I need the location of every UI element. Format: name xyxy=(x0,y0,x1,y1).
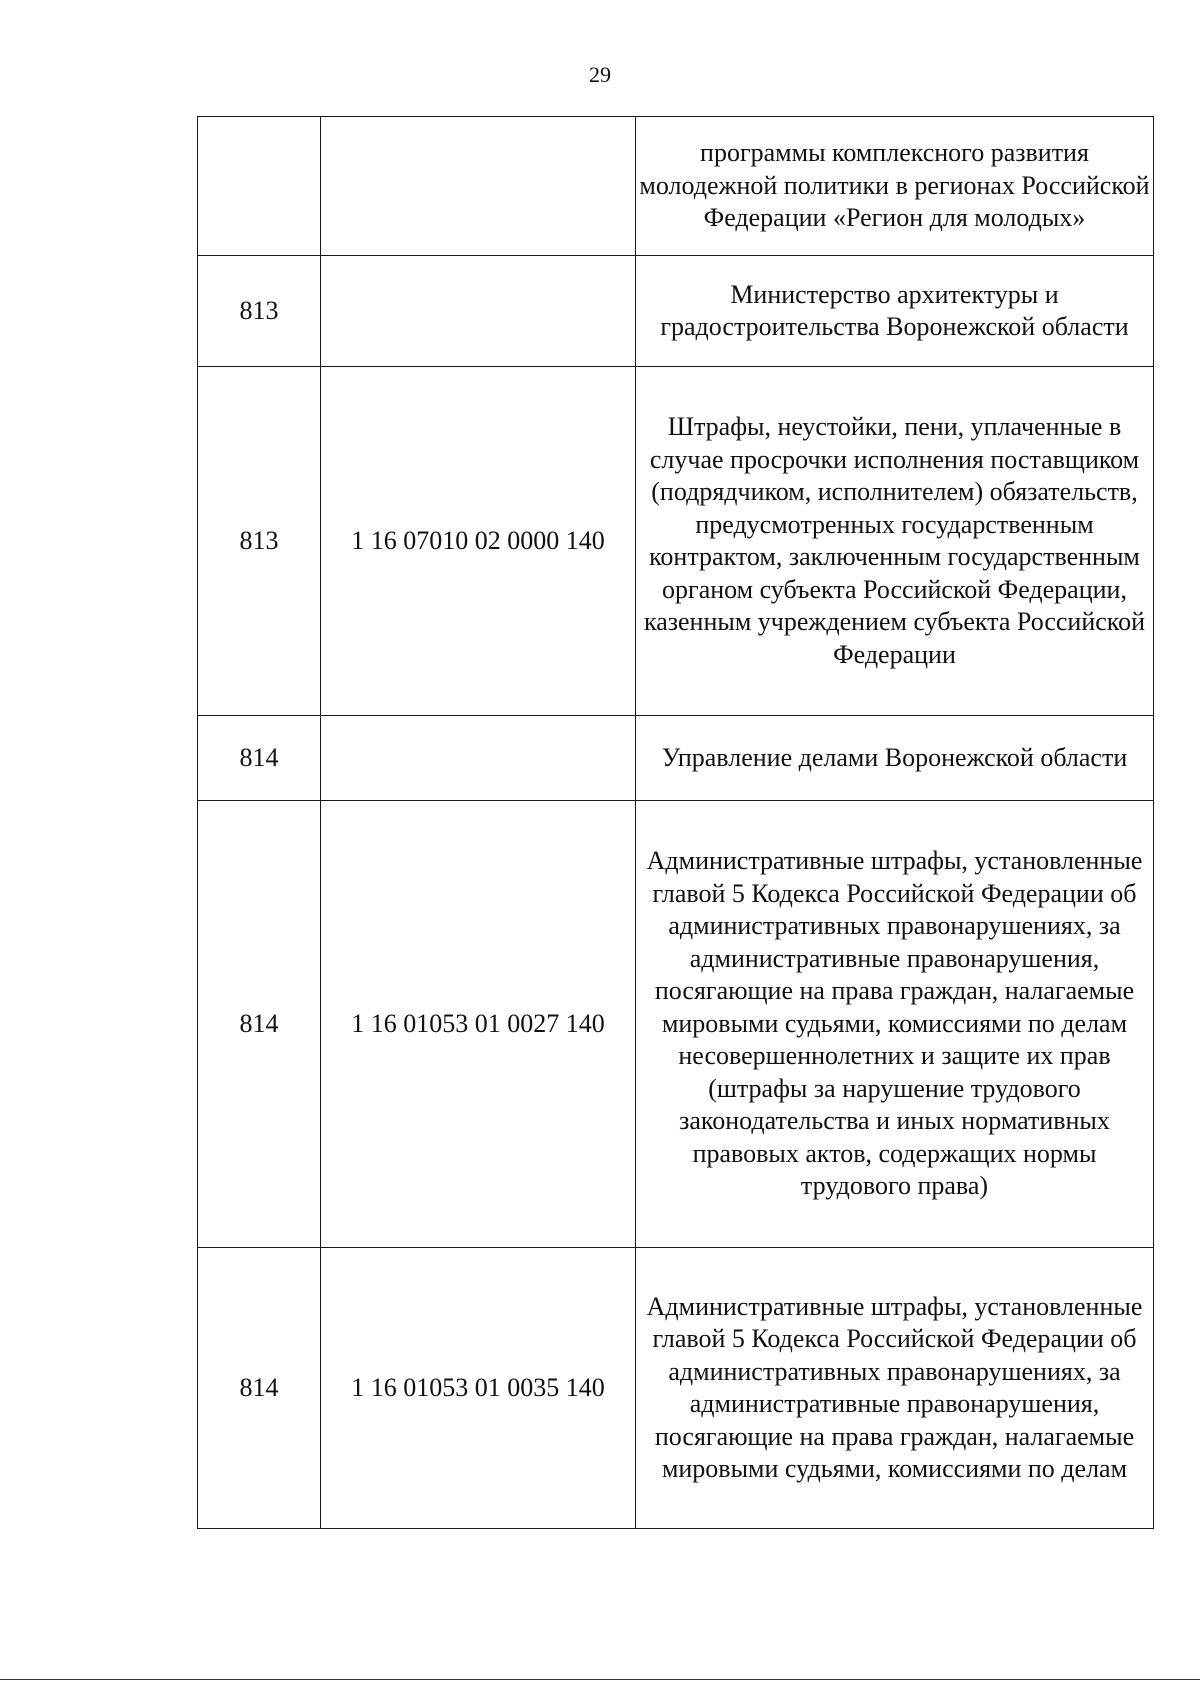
table-row xyxy=(198,801,1154,1248)
budget-code-cell: 1 16 01053 01 0027 140 xyxy=(321,801,636,1248)
revenue-codes-table xyxy=(197,116,1154,1529)
table-row xyxy=(198,1248,1154,1529)
admin-code-cell: 814 xyxy=(198,801,321,1248)
table-row xyxy=(198,117,1154,256)
revenue-name-cell: Административные штрафы, установленные главой 5 Кодекса Российской Федерации об административных правонарушениях, за административные правонарушения, посягающие на права граждан, налагаемые мировыми судьями, комиссиями по делам xyxy=(636,1248,1154,1529)
revenue-name-cell: программы комплексного развития молодежной политики в регионах Российской Федерации «Регион для молодых» xyxy=(636,117,1154,256)
revenue-name-cell: Управление делами Воронежской области xyxy=(636,716,1154,801)
admin-code-cell: 813 xyxy=(198,367,321,716)
revenue-name-cell: Министерство архитектуры и градостроительства Воронежской области xyxy=(636,256,1154,367)
budget-code-cell: 1 16 07010 02 0000 140 xyxy=(321,367,636,716)
budget-code-cell: 1 16 01053 01 0035 140 xyxy=(321,1248,636,1529)
table-row xyxy=(198,716,1154,801)
table-row xyxy=(198,256,1154,367)
admin-code-cell: 814 xyxy=(198,1248,321,1529)
admin-code-cell xyxy=(198,117,321,256)
page-bottom-rule xyxy=(0,1679,1200,1680)
budget-code-cell xyxy=(321,716,636,801)
revenue-name-cell: Административные штрафы, установленные главой 5 Кодекса Российской Федерации об административных правонарушениях, за административные правонарушения, посягающие на права граждан, налагаемые мировыми судьями, комиссиями по делам несовершеннолетних и защите их прав (штрафы за нарушение трудового законодательства и иных нормативных правовых актов, содержащих нормы трудового права) xyxy=(636,801,1154,1248)
budget-code-cell xyxy=(321,256,636,367)
budget-code-cell xyxy=(321,117,636,256)
revenue-name-cell: Штрафы, неустойки, пени, уплаченные в случае просрочки исполнения поставщиком (подрядчиком, исполнителем) обязательств, предусмотренных государственным контрактом, заключенным государственным органом субъекта Российской Федерации, казенным учреждением субъекта Российской Федерации xyxy=(636,367,1154,716)
page-number: 29 xyxy=(589,62,611,87)
admin-code-cell: 814 xyxy=(198,716,321,801)
table-row xyxy=(198,367,1154,716)
admin-code-cell: 813 xyxy=(198,256,321,367)
